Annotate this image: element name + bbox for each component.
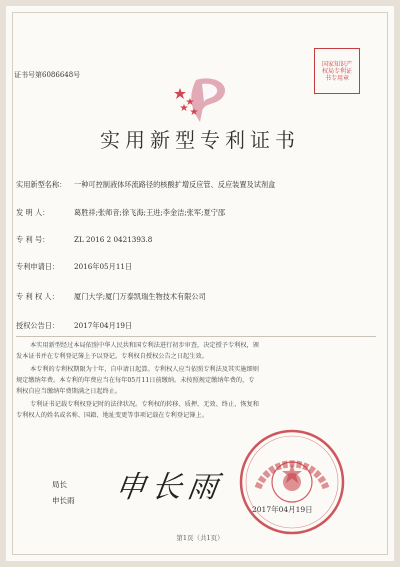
body-line: 利权自应当缴纳年费期满之日起终止。 bbox=[16, 388, 122, 395]
round-seal-stamp bbox=[238, 428, 346, 536]
divider bbox=[16, 336, 376, 337]
handwritten-signature: 申长雨 bbox=[113, 470, 226, 505]
grant-date-value: 2017年04月19日 bbox=[74, 321, 133, 330]
body-line: 本实用新型经过本局依照中华人民共和国专利法进行初步审查，决定授予专利权，颁 bbox=[30, 342, 259, 349]
patent-number-value: ZL 2016 2 0421393.8 bbox=[74, 235, 153, 244]
body-paragraph-2 bbox=[16, 364, 380, 397]
document-title: 实用新型专利证书 bbox=[100, 128, 300, 152]
patent-office-logo-icon bbox=[166, 72, 244, 124]
body-paragraph-3 bbox=[16, 399, 380, 421]
body-line: 规定缴纳年费。本专利的年费应当在每年05月11日前缴纳。未按照规定缴纳年费的，专 bbox=[16, 377, 255, 384]
designer-value: 葛胜祥;张师音;徐飞海;王进;李金洁;张军;夏宁邵 bbox=[74, 208, 226, 217]
filing-date-value: 2016年05月11日 bbox=[74, 262, 133, 271]
square-seal-stamp bbox=[314, 48, 360, 94]
page-number: 第1页（共1页） bbox=[176, 534, 224, 542]
name-label: 实用新型名称： bbox=[16, 180, 67, 189]
certificate-number: 证书号第6086648号 bbox=[14, 71, 81, 79]
designer-label: 发 明 人： bbox=[16, 208, 50, 217]
seal-date: 2017年04月19日 bbox=[252, 505, 313, 514]
grant-date-label: 授权公告日： bbox=[16, 321, 60, 330]
director-label: 局长 bbox=[52, 480, 67, 489]
owner-value: 厦门大学;厦门万泰凯瑞生物技术有限公司 bbox=[74, 292, 206, 301]
body-paragraph-1 bbox=[16, 340, 380, 362]
patent-number-label: 专 利 号： bbox=[16, 235, 50, 244]
body-line: 发本证书并在专利登记簿上予以登记。专利权自授权公告之日起生效。 bbox=[16, 353, 208, 360]
body-line: 本专利的专利权期限为十年，自申请日起算。专利权人应当依照专利法及其实施细则 bbox=[30, 366, 259, 373]
body-line: 专利证书记载专利权登记时的法律状况。专利权的转移、质押、无效、终止、恢复和 bbox=[30, 401, 259, 408]
director-name-label: 申长雨 bbox=[52, 496, 75, 505]
owner-label: 专 利 权 人： bbox=[16, 292, 59, 301]
body-line: 专利权人的姓名或名称、国籍、地址变更等事项记载在专利登记簿上。 bbox=[16, 412, 208, 419]
square-seal-text: 国家知识产权局专利证书专用章 bbox=[321, 60, 352, 82]
name-value: 一种可控制液体环流路径的核酸扩增反应管、反应装置及试剂盒 bbox=[74, 180, 276, 189]
filing-date-label: 专利申请日： bbox=[16, 262, 60, 271]
